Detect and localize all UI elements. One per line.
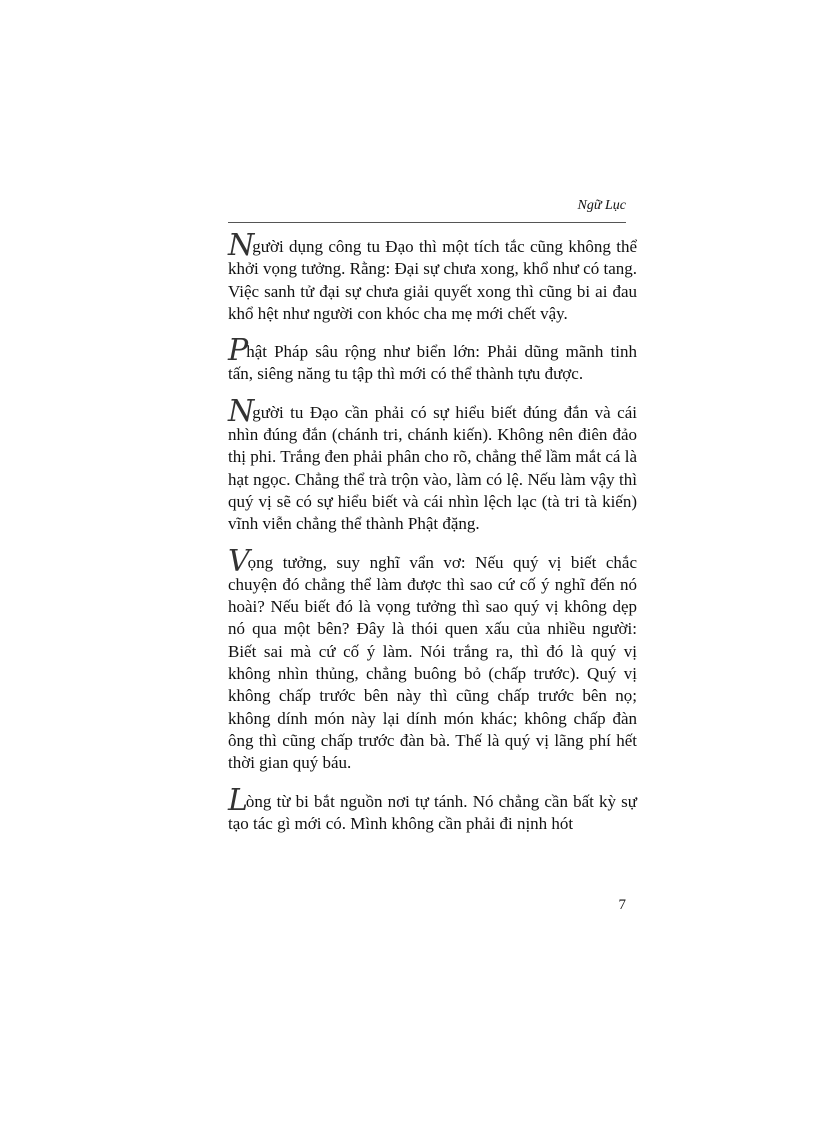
paragraph-text: hật Pháp sâu rộng như biển lớn: Phải dũng mãnh tinh tấn, siêng năng tu tập thì mới có thể thành tựu được. — [228, 342, 637, 384]
header-rule — [228, 222, 626, 223]
drop-cap: L — [228, 782, 246, 818]
drop-cap: V — [228, 543, 248, 579]
drop-cap: N — [228, 228, 253, 263]
paragraph-text: ọng tưởng, suy nghĩ vẩn vơ: Nếu quý vị biết chắc chuyện đó chẳng thể làm được thì sao cứ cố ý nghĩ đến nó hoài? Nếu biết đó là vọng tưởng thì sao quý vị không dẹp nó qua một bên? Đây là thói quen xấu của nhiều người: Biết sai mà cứ cố ý làm. Nói trắng ra, thì đó là quý vị không nhìn thủng, chẳng buông bỏ (chấp trước). Quý vị không chấp trước bên này thì cũng chấp trước bên nọ; không dính món này lại dính món khác; không chấp đàn ông thì cũng chấp trước đàn bà. Thế là quý vị lãng phí hết thời gian quý báu. — [228, 552, 637, 773]
paragraph-text: gười dụng công tu Đạo thì một tích tắc cũng không thể khởi vọng tưởng. Rằng: Đại sự chưa xong, khổ như có tang. Việc sanh tử đại sự chưa giải quyết xong thì cũng bi ai đau khổ hệt như người con khóc cha mẹ mới chết vậy. — [228, 237, 637, 323]
paragraph-text: òng từ bi bắt nguồn nơi tự tánh. Nó chẳng cần bất kỳ sự tạo tác gì mới có. Mình không cần phải đi nịnh hót — [228, 791, 637, 833]
paragraph — [228, 228, 637, 325]
paragraph-text: gười tu Đạo cần phải có sự hiểu biết đúng đắn và cái nhìn đúng đắn (chánh tri, chánh kiến). Không nên điên đảo thị phi. Trắng đen phải phân cho rõ, chẳng thể lầm mắt cá là hạt ngọc. Chẳng thể trà trộn vào, làm có lệ. Nếu làm vậy thì quý vị sẽ có sự hiểu biết và cái nhìn lệch lạc (tà tri tà kiến) vĩnh viễn chẳng thể thành Phật đặng. — [228, 402, 637, 534]
paragraph — [228, 543, 637, 775]
drop-cap: P — [228, 333, 247, 369]
page-number: 7 — [618, 897, 626, 913]
running-header: Ngữ Lục — [577, 198, 626, 213]
paragraph — [228, 393, 637, 536]
page-body — [228, 228, 637, 851]
paragraph — [228, 333, 637, 386]
drop-cap: N — [228, 393, 253, 429]
paragraph — [228, 782, 637, 836]
